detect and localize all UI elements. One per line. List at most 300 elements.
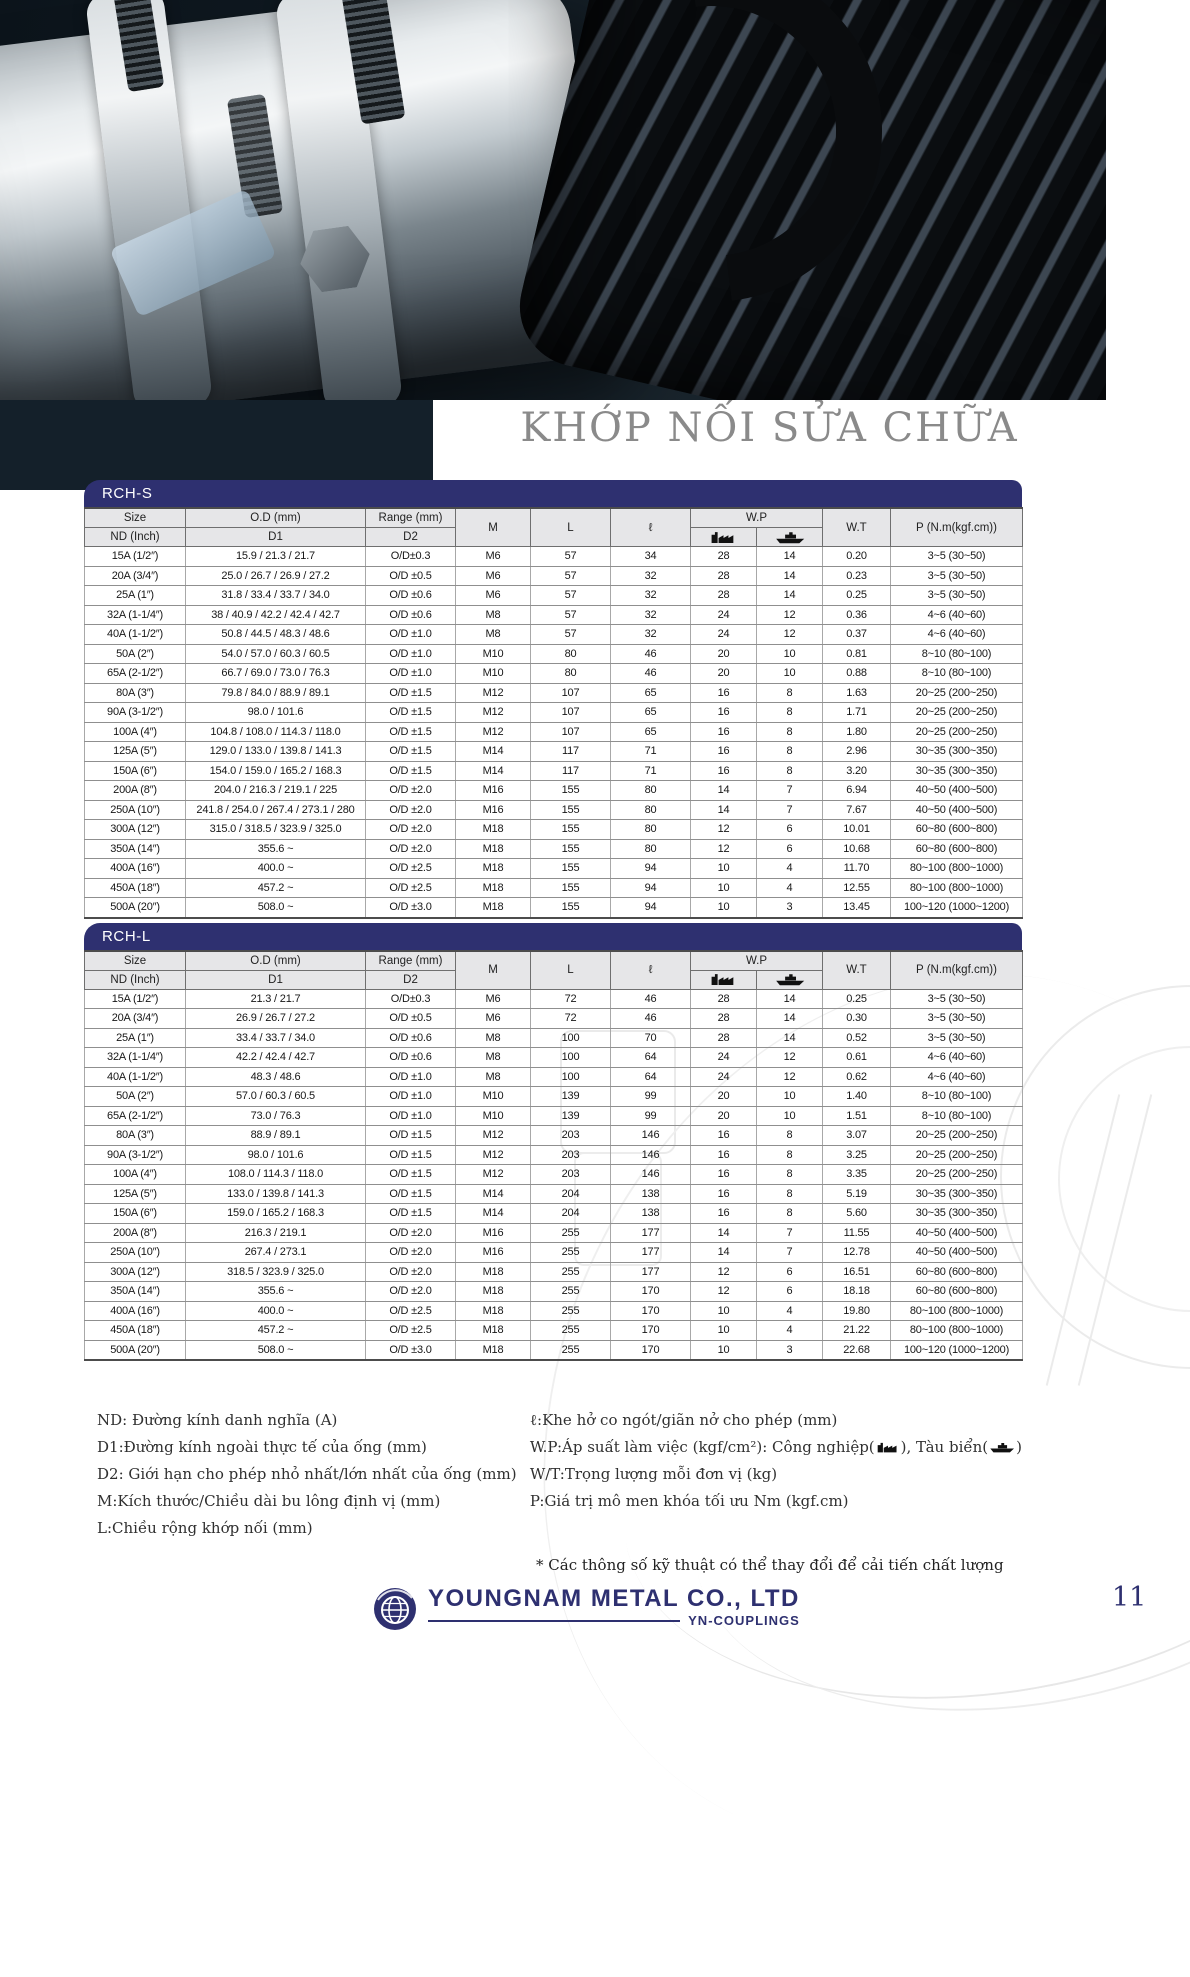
- table-row: [85, 1223, 1023, 1243]
- table-cell: 300A (12″): [85, 1262, 186, 1282]
- table-cell: O/D ±1.5: [366, 703, 456, 723]
- table-cell: 170: [611, 1321, 691, 1341]
- table-cell: 8: [757, 683, 823, 703]
- table-cell: M12: [456, 1165, 531, 1185]
- table-cell: 10.01: [823, 820, 891, 840]
- table-cell: 25A (1″): [85, 586, 186, 606]
- table-cell: 318.5 / 323.9 / 325.0: [186, 1262, 366, 1282]
- table-cell: 6: [757, 820, 823, 840]
- table-cell: M12: [456, 722, 531, 742]
- table-cell: 46: [611, 1009, 691, 1029]
- table-cell: M18: [456, 1282, 531, 1302]
- table-cell: 15A (1/2″): [85, 547, 186, 567]
- table-cell: 20A (3/4″): [85, 566, 186, 586]
- table-cell: 60~80 (600~800): [891, 820, 1023, 840]
- table-cell: 100A (4″): [85, 722, 186, 742]
- table-cell: 12.78: [823, 1243, 891, 1263]
- table-cell: M6: [456, 586, 531, 606]
- table-row: [85, 683, 1023, 703]
- table-cell: 19.80: [823, 1301, 891, 1321]
- table-cell: 204.0 / 216.3 / 219.1 / 225: [186, 781, 366, 801]
- table-cell: M16: [456, 781, 531, 801]
- table-cell: 155: [531, 781, 611, 801]
- table-cell: 300A (12″): [85, 820, 186, 840]
- table-cell: O/D ±1.0: [366, 1087, 456, 1107]
- table-cell: 65A (2-1/2″): [85, 664, 186, 684]
- table-cell: 200A (8″): [85, 781, 186, 801]
- table-cell: 139: [531, 1087, 611, 1107]
- table-cell: 177: [611, 1223, 691, 1243]
- table-cell: O/D ±2.0: [366, 1262, 456, 1282]
- table-cell: 8: [757, 1165, 823, 1185]
- table-cell: 94: [611, 878, 691, 898]
- table-cell: 10: [691, 898, 757, 918]
- table-title: RCH-S: [102, 485, 153, 502]
- table-cell: 16: [691, 722, 757, 742]
- table-cell: O/D ±0.5: [366, 566, 456, 586]
- table-cell: 267.4 / 273.1: [186, 1243, 366, 1263]
- table-cell: 255: [531, 1301, 611, 1321]
- table-cell: 20: [691, 1106, 757, 1126]
- table-cell: 0.81: [823, 644, 891, 664]
- table-cell: 3~5 (30~50): [891, 1028, 1023, 1048]
- table-cell: 94: [611, 859, 691, 879]
- disclaimer-note: * Các thông số kỹ thuật có thể thay đổi để cải tiến chất lượng: [536, 1556, 1004, 1574]
- table-cell: 40~50 (400~500): [891, 781, 1023, 801]
- table-cell: 57: [531, 566, 611, 586]
- table-row: [85, 605, 1023, 625]
- table-cell: O/D ±0.6: [366, 605, 456, 625]
- note-d2: D2: Giới hạn cho phép nhỏ nhất/lớn nhất của ống (mm): [97, 1465, 517, 1483]
- col-l: L: [531, 951, 611, 990]
- table-cell: O/D ±0.6: [366, 1028, 456, 1048]
- table-cell: O/D ±2.0: [366, 800, 456, 820]
- note-ell: ℓ:Khe hở co ngót/giãn nở cho phép (mm): [529, 1411, 838, 1429]
- table-cell: 155: [531, 859, 611, 879]
- table-row: [85, 781, 1023, 801]
- table-cell: 12: [691, 1262, 757, 1282]
- table-cell: 150A (6″): [85, 1204, 186, 1224]
- table-row: [85, 800, 1023, 820]
- note-p: P:Giá trị mô men khóa tối ưu Nm (kgf.cm): [529, 1492, 849, 1510]
- col-wp: W.P: [691, 508, 823, 528]
- table-cell: 34: [611, 547, 691, 567]
- table-cell: 80: [611, 820, 691, 840]
- table-cell: 28: [691, 1009, 757, 1029]
- table-cell: O/D ±3.0: [366, 1340, 456, 1360]
- table-body: [85, 989, 1023, 1360]
- table-cell: 457.2 ~: [186, 1321, 366, 1341]
- table-row: [85, 761, 1023, 781]
- table-cell: 350A (14″): [85, 839, 186, 859]
- table-cell: 3: [757, 898, 823, 918]
- table-cell: 1.40: [823, 1087, 891, 1107]
- table-cell: 315.0 / 318.5 / 323.9 / 325.0: [186, 820, 366, 840]
- table-cell: 133.0 / 139.8 / 141.3: [186, 1184, 366, 1204]
- table-cell: 16: [691, 1165, 757, 1185]
- table-cell: 12: [757, 1067, 823, 1087]
- table-row: [85, 989, 1023, 1009]
- table-cell: 90A (3-1/2″): [85, 1145, 186, 1165]
- legend-right-column: [530, 1407, 1022, 1542]
- table-cell: 155: [531, 878, 611, 898]
- table-cell: 64: [611, 1067, 691, 1087]
- table-cell: M8: [456, 625, 531, 645]
- table-cell: 4: [757, 859, 823, 879]
- table-cell: O/D ±0.6: [366, 586, 456, 606]
- table-cell: 20~25 (200~250): [891, 683, 1023, 703]
- table-cell: 10: [757, 664, 823, 684]
- table-cell: O/D ±1.5: [366, 1204, 456, 1224]
- table-cell: 8: [757, 1145, 823, 1165]
- table-cell: M10: [456, 644, 531, 664]
- table-cell: 5.19: [823, 1184, 891, 1204]
- table-cell: 204: [531, 1204, 611, 1224]
- table-cell: O/D ±2.0: [366, 839, 456, 859]
- table-cell: 100: [531, 1067, 611, 1087]
- table-cell: 3.20: [823, 761, 891, 781]
- table-cell: O/D ±1.5: [366, 761, 456, 781]
- table-cell: O/D ±2.5: [366, 878, 456, 898]
- table-cell: 32A (1-1/4″): [85, 605, 186, 625]
- table-cell: 80: [611, 800, 691, 820]
- table-cell: 18.18: [823, 1282, 891, 1302]
- table-row: [85, 722, 1023, 742]
- table-cell: 177: [611, 1243, 691, 1263]
- table-cell: M8: [456, 1048, 531, 1068]
- table-cell: O/D±0.3: [366, 989, 456, 1009]
- col-size: Size: [85, 508, 186, 528]
- table-cell: 57.0 / 60.3 / 60.5: [186, 1087, 366, 1107]
- col-wt: W.T: [823, 508, 891, 547]
- table-row: [85, 1106, 1023, 1126]
- note-m: M:Kích thước/Chiều dài bu lông định vị (mm): [97, 1492, 441, 1510]
- table-cell: 24: [691, 605, 757, 625]
- spec-table-rch-l: [84, 950, 1023, 1362]
- table-cell: 15A (1/2″): [85, 989, 186, 1009]
- table-cell: 98.0 / 101.6: [186, 703, 366, 723]
- table-cell: M6: [456, 1009, 531, 1029]
- table-cell: 50A (2″): [85, 644, 186, 664]
- ship-icon: [757, 970, 823, 989]
- table-cell: 16: [691, 1204, 757, 1224]
- table-cell: 33.4 / 33.7 / 34.0: [186, 1028, 366, 1048]
- table-cell: 125A (5″): [85, 742, 186, 762]
- table-cell: 65: [611, 722, 691, 742]
- table-cell: 3~5 (30~50): [891, 566, 1023, 586]
- table-cell: 0.37: [823, 625, 891, 645]
- table-cell: 46: [611, 664, 691, 684]
- table-cell: 14: [691, 1243, 757, 1263]
- table-cell: 8~10 (80~100): [891, 664, 1023, 684]
- table-cell: M6: [456, 989, 531, 1009]
- table-cell: 0.36: [823, 605, 891, 625]
- table-cell: M12: [456, 1145, 531, 1165]
- table-cell: M16: [456, 1223, 531, 1243]
- table-cell: 255: [531, 1223, 611, 1243]
- table-cell: 10: [691, 1340, 757, 1360]
- table-cell: 250A (10″): [85, 800, 186, 820]
- table-cell: 457.2 ~: [186, 878, 366, 898]
- table-cell: 16: [691, 703, 757, 723]
- table-cell: 250A (10″): [85, 1243, 186, 1263]
- table-cell: M16: [456, 1243, 531, 1263]
- table-cell: O/D ±2.5: [366, 1321, 456, 1341]
- ship-icon: [989, 1442, 1015, 1453]
- table-cell: 104.8 / 108.0 / 114.3 / 118.0: [186, 722, 366, 742]
- table-cell: O/D ±1.5: [366, 683, 456, 703]
- table-cell: 14: [757, 566, 823, 586]
- table-cell: M10: [456, 1106, 531, 1126]
- table-cell: M18: [456, 839, 531, 859]
- table-cell: 6: [757, 1282, 823, 1302]
- table-cell: 79.8 / 84.0 / 88.9 / 89.1: [186, 683, 366, 703]
- table-cell: 508.0 ~: [186, 898, 366, 918]
- table-cell: 170: [611, 1340, 691, 1360]
- col-d1: D1: [186, 970, 366, 989]
- table-cell: 28: [691, 989, 757, 1009]
- table-cell: 25.0 / 26.7 / 26.9 / 27.2: [186, 566, 366, 586]
- table-cell: 38 / 40.9 / 42.2 / 42.4 / 42.7: [186, 605, 366, 625]
- table-cell: 10.68: [823, 839, 891, 859]
- note-nd: ND: Đường kính danh nghĩa (A): [97, 1411, 338, 1429]
- col-d2: D2: [366, 970, 456, 989]
- table-cell: 8~10 (80~100): [891, 644, 1023, 664]
- table-cell: 355.6 ~: [186, 1282, 366, 1302]
- table-cell: 108.0 / 114.3 / 118.0: [186, 1165, 366, 1185]
- note-wp: W.P:Áp suất làm việc (kgf/cm²): Công nghiệp( ), Tàu biển( ): [529, 1438, 1022, 1456]
- page-number: 11: [1112, 1582, 1147, 1613]
- col-size: Size: [85, 951, 186, 971]
- table-cell: 4~6 (40~60): [891, 625, 1023, 645]
- table-cell: 40~50 (400~500): [891, 800, 1023, 820]
- spec-table-rch-s: [84, 507, 1023, 919]
- table-cell: 3.07: [823, 1126, 891, 1146]
- table-cell: 8: [757, 1204, 823, 1224]
- col-range: Range (mm): [366, 951, 456, 971]
- table-cell: 8: [757, 761, 823, 781]
- table-cell: 10: [691, 878, 757, 898]
- table-cell: O/D ±1.5: [366, 1126, 456, 1146]
- product-photo: [0, 0, 1106, 400]
- table-cell: 46: [611, 989, 691, 1009]
- table-cell: 30~35 (300~350): [891, 761, 1023, 781]
- brand-name: YN-COUPLINGS: [688, 1613, 800, 1628]
- table-cell: M6: [456, 547, 531, 567]
- table-cell: 64: [611, 1048, 691, 1068]
- table-cell: 7: [757, 1223, 823, 1243]
- table-cell: 3: [757, 1340, 823, 1360]
- table-row: [85, 1145, 1023, 1165]
- col-nd: ND (Inch): [85, 970, 186, 989]
- table-cell: 100~120 (1000~1200): [891, 898, 1023, 918]
- table-cell: 65A (2-1/2″): [85, 1106, 186, 1126]
- company-name: YOUNGNAM METAL CO., LTD: [428, 1585, 800, 1612]
- table-header: [85, 951, 1023, 990]
- table-cell: 12: [691, 820, 757, 840]
- legend-notes: [84, 1407, 1022, 1542]
- table-cell: O/D ±2.5: [366, 1301, 456, 1321]
- table-cell: 12: [691, 1282, 757, 1302]
- table-cell: 12: [691, 839, 757, 859]
- table-cell: 500A (20″): [85, 1340, 186, 1360]
- table-cell: 30~35 (300~350): [891, 1184, 1023, 1204]
- table-cell: 32: [611, 625, 691, 645]
- table-cell: 3~5 (30~50): [891, 547, 1023, 567]
- table-cell: 99: [611, 1087, 691, 1107]
- table-cell: 1.80: [823, 722, 891, 742]
- table-cell: 1.63: [823, 683, 891, 703]
- table-cell: 4~6 (40~60): [891, 1048, 1023, 1068]
- col-od: O.D (mm): [186, 951, 366, 971]
- table-cell: 32: [611, 566, 691, 586]
- table-cell: 10: [691, 1321, 757, 1341]
- table-body: [85, 547, 1023, 918]
- table-cell: 28: [691, 547, 757, 567]
- table-cell: 400A (16″): [85, 1301, 186, 1321]
- table-cell: 3~5 (30~50): [891, 1009, 1023, 1029]
- table-row: [85, 1009, 1023, 1029]
- table-cell: M14: [456, 761, 531, 781]
- brand-row: [428, 1613, 800, 1628]
- table-cell: 46: [611, 644, 691, 664]
- table-cell: 20: [691, 1087, 757, 1107]
- table-cell: 32A (1-1/4″): [85, 1048, 186, 1068]
- table-cell: 8: [757, 1184, 823, 1204]
- table-cell: 3~5 (30~50): [891, 586, 1023, 606]
- table-cell: 40~50 (400~500): [891, 1223, 1023, 1243]
- table-cell: 7: [757, 781, 823, 801]
- table-cell: 203: [531, 1165, 611, 1185]
- table-cell: 20~25 (200~250): [891, 1126, 1023, 1146]
- table-title: RCH-L: [102, 927, 151, 945]
- table-cell: 80~100 (800~1000): [891, 1321, 1023, 1341]
- table-cell: 350A (14″): [85, 1282, 186, 1302]
- table-cell: O/D ±1.5: [366, 1145, 456, 1165]
- table-row: [85, 898, 1023, 918]
- table-cell: 255: [531, 1340, 611, 1360]
- table-cell: 10: [757, 1106, 823, 1126]
- table-cell: 11.70: [823, 859, 891, 879]
- table-cell: 88.9 / 89.1: [186, 1126, 366, 1146]
- col-l: L: [531, 508, 611, 547]
- table-row: [85, 1282, 1023, 1302]
- table-cell: 16: [691, 1184, 757, 1204]
- table-cell: 100: [531, 1028, 611, 1048]
- table-cell: 94: [611, 898, 691, 918]
- table-cell: 32: [611, 586, 691, 606]
- table-cell: 216.3 / 219.1: [186, 1223, 366, 1243]
- table-cell: 177: [611, 1262, 691, 1282]
- table-cell: 14: [757, 586, 823, 606]
- table-cell: 7: [757, 800, 823, 820]
- col-nd: ND (Inch): [85, 528, 186, 547]
- col-wt: W.T: [823, 951, 891, 990]
- table-cell: 508.0 ~: [186, 1340, 366, 1360]
- table-row: [85, 1165, 1023, 1185]
- table-cell: 400.0 ~: [186, 1301, 366, 1321]
- table-cell: 255: [531, 1282, 611, 1302]
- table-cell: 20~25 (200~250): [891, 722, 1023, 742]
- table-row: [85, 1048, 1023, 1068]
- table-cell: 40A (1-1/2″): [85, 625, 186, 645]
- table-row: [85, 703, 1023, 723]
- table-cell: 14: [757, 989, 823, 1009]
- table-cell: 57: [531, 547, 611, 567]
- table-cell: M8: [456, 1028, 531, 1048]
- table-row: [85, 839, 1023, 859]
- col-m: M: [456, 951, 531, 990]
- table-cell: 0.20: [823, 547, 891, 567]
- table-cell: 146: [611, 1165, 691, 1185]
- table-cell: 99: [611, 1106, 691, 1126]
- table-cell: O/D ±2.0: [366, 781, 456, 801]
- table-cell: 8: [757, 722, 823, 742]
- table-cell: 170: [611, 1282, 691, 1302]
- tables-section: [84, 480, 1022, 1574]
- table-cell: 3.35: [823, 1165, 891, 1185]
- table-cell: O/D ±2.0: [366, 1243, 456, 1263]
- col-range: Range (mm): [366, 508, 456, 528]
- table-cell: 48.3 / 48.6: [186, 1067, 366, 1087]
- table-cell: 117: [531, 742, 611, 762]
- table-cell: 57: [531, 586, 611, 606]
- table-cell: 40~50 (400~500): [891, 1243, 1023, 1263]
- table-row: [85, 586, 1023, 606]
- table-cell: 8: [757, 742, 823, 762]
- table-cell: M14: [456, 742, 531, 762]
- factory-icon: [691, 528, 757, 547]
- ship-icon: [757, 528, 823, 547]
- table-cell: 11.55: [823, 1223, 891, 1243]
- table-header: [85, 508, 1023, 547]
- col-od: O.D (mm): [186, 508, 366, 528]
- table-cell: 20~25 (200~250): [891, 1165, 1023, 1185]
- table-cell: O/D ±1.5: [366, 742, 456, 762]
- table-cell: 14: [757, 547, 823, 567]
- table-cell: 25A (1″): [85, 1028, 186, 1048]
- note-d1: D1:Đường kính ngoài thực tế của ống (mm): [97, 1438, 427, 1456]
- table-cell: 12: [757, 625, 823, 645]
- table-cell: 400A (16″): [85, 859, 186, 879]
- table-cell: M18: [456, 898, 531, 918]
- table-row: [85, 1340, 1023, 1360]
- table-row: [85, 1204, 1023, 1224]
- table-cell: 54.0 / 57.0 / 60.3 / 60.5: [186, 644, 366, 664]
- col-d2: D2: [366, 528, 456, 547]
- table-cell: 155: [531, 820, 611, 840]
- table-cell: 203: [531, 1126, 611, 1146]
- table-cell: 1.51: [823, 1106, 891, 1126]
- table-cell: 146: [611, 1145, 691, 1165]
- table-cell: M18: [456, 859, 531, 879]
- table-row: [85, 547, 1023, 567]
- page-title: KHỚP NỐI SỬA CHỮA: [520, 405, 1019, 451]
- table-cell: 0.23: [823, 566, 891, 586]
- table-cell: 0.61: [823, 1048, 891, 1068]
- table-cell: 10: [757, 644, 823, 664]
- table-cell: 80~100 (800~1000): [891, 1301, 1023, 1321]
- table-cell: O/D ±1.0: [366, 664, 456, 684]
- col-m: M: [456, 508, 531, 547]
- note-l: L:Chiều rộng khớp nối (mm): [97, 1519, 313, 1537]
- table-row: [85, 742, 1023, 762]
- table-cell: 241.8 / 254.0 / 267.4 / 273.1 / 280: [186, 800, 366, 820]
- table-cell: 80: [611, 781, 691, 801]
- table-cell: 80A (3″): [85, 683, 186, 703]
- table-cell: 14: [757, 1028, 823, 1048]
- table-row: [85, 859, 1023, 879]
